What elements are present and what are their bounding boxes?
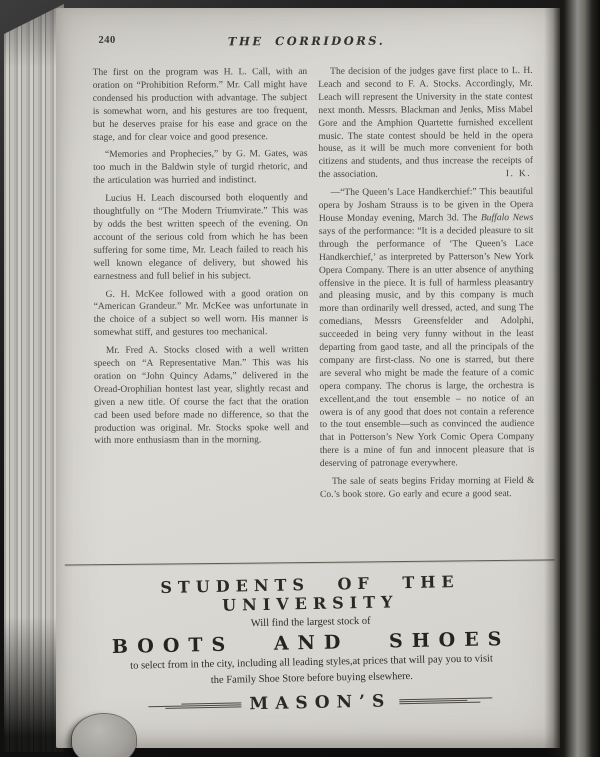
- ad-headline-students: STUDENTS OF THE UNIVERSITY: [160, 572, 460, 615]
- article-columns: [93, 65, 535, 559]
- ad-brand-masons: MASON’S: [249, 691, 392, 715]
- ad-subline: Will find the largest stock of: [250, 615, 371, 630]
- ad-headline-boots-shoes: BOOTS AND SHOES: [111, 627, 511, 658]
- paragraph-text: The decision of the judges gave first place to L. H. Leach and second to F. A. Stocks. Accordingly, Mr. Leach will represent the University in the state contest next month. Messrs. Blackman and Jenks, Miss Mabel Gore and the Amphion Quartette furnished excellent music. The state contest should be held in the opera house, as it will be much more convenient for both citizens and students, and thus increase the receipts of the association.: [318, 66, 534, 181]
- left-column: [93, 66, 310, 559]
- article-paragraph: The sale of seats begins Friday morning at Field & Co.’s book store. Go early and ecure a good seat.: [319, 476, 535, 500]
- article-paragraph: [318, 65, 533, 182]
- article-paragraph: G. H. McKee followed with a good oration on “American Grandeur.” Mr. McKee was unfortunate in the choice of a subject so well worn. His manner is somewhat stiff, and gestures too mechanical.: [93, 288, 309, 339]
- paragraph-text: —“The Queen’s Lace Handkerchief:” This beautiful opera by Josham Strauss is to be given in the Opera House Monday evening, March 3d. The: [318, 187, 534, 224]
- ad-body-line: the Family Shoe Store before buying elsewhere.: [210, 670, 413, 686]
- paragraph-text: says of the performance: “It is a decided pleasure to sit through the performance of ‘The Queen’s Lace Handkerchief,’ as interpreted by Patterson’s New York Opera Company. There is an utter absence of anything offensive in the piece. It is full of harmless pleasantry and pleasing music, and by this company is much more than ordinarily well dressed, acted, and sung The comedians, Messrs Greensfelder and Adolphi, succeeded in being very funny without in the least departing from gaod taste, and all the principals of the company are first-class. No one is starred, but there are several who might be made the feature of a comic opera company. The chorus is large, the orchestra is excellent,and the tout ensemble – no notice of an owera is of any good that does not contain a reference to the tout ensemble—such as convinced the audience that in Potterson’s New York Comic Opera Company there is a mine of fun and innocent pleasure that is deserving of patronage everywhere.: [318, 225, 535, 470]
- section-divider-rule: [65, 559, 555, 565]
- decorative-rule-left: [144, 700, 241, 711]
- article-paragraph: Lucius H. Leach discoursed both eloquently and thoughtfully on “The Modern Triumvirate.” This was by odds the best written speech of the evening. On account of the serious cold from which he has been suffering for some time, Mr. Leach failed to reach his well known elegance of delivery, but showed his earnestness and full belief in his subject.: [93, 193, 309, 282]
- thumb-finger: [72, 714, 136, 757]
- advertisement: [78, 570, 545, 717]
- article-paragraph: [319, 186, 535, 471]
- ad-brand-row: [144, 689, 496, 716]
- article-paragraph: “Memories and Prophecies,” by G. M. Gates, was too much in the Baldwin style of turgid rhetoric, and the articulation was hurried and indistinct.: [93, 149, 308, 187]
- running-title: THE CORRIDORS.: [227, 33, 386, 49]
- scanned-page: [56, 8, 560, 748]
- ad-body-line: to select from in the city, including all leading styles,at prices that will pay you to visit: [130, 653, 493, 672]
- article-paragraph: Mr. Fred A. Stocks closed with a well written speech on “A Representative Man.” This was his oration on “John Quincy Adams,” delivered in the Oread-Orophilian hontest last year, slightly recast and given a new title. Of course the fact that the oration cad been used before made no difference, so that the production was original. Mr. Stocks spoke well and with more enthusiasm than in the morning.: [93, 345, 309, 447]
- author-initials: I. K.: [505, 169, 532, 180]
- running-head: [55, 33, 559, 51]
- book-gutter-shadow: [544, 0, 600, 757]
- decorative-rule-right: [399, 695, 496, 706]
- publication-name: Buffalo News: [480, 212, 534, 224]
- article-paragraph: The first on the program was H. L. Call, with an oration on “Prohibition Reform.” Mr. Call might have condensed his production with advantage. The subject is somewhat worn, and his gestures are too frequent, but he deserves praise for his ease and grace on the stage, and for clear voice and good presence.: [92, 67, 308, 143]
- page-content: [54, 7, 561, 749]
- page-number: 240: [98, 34, 116, 46]
- right-column: [318, 65, 535, 558]
